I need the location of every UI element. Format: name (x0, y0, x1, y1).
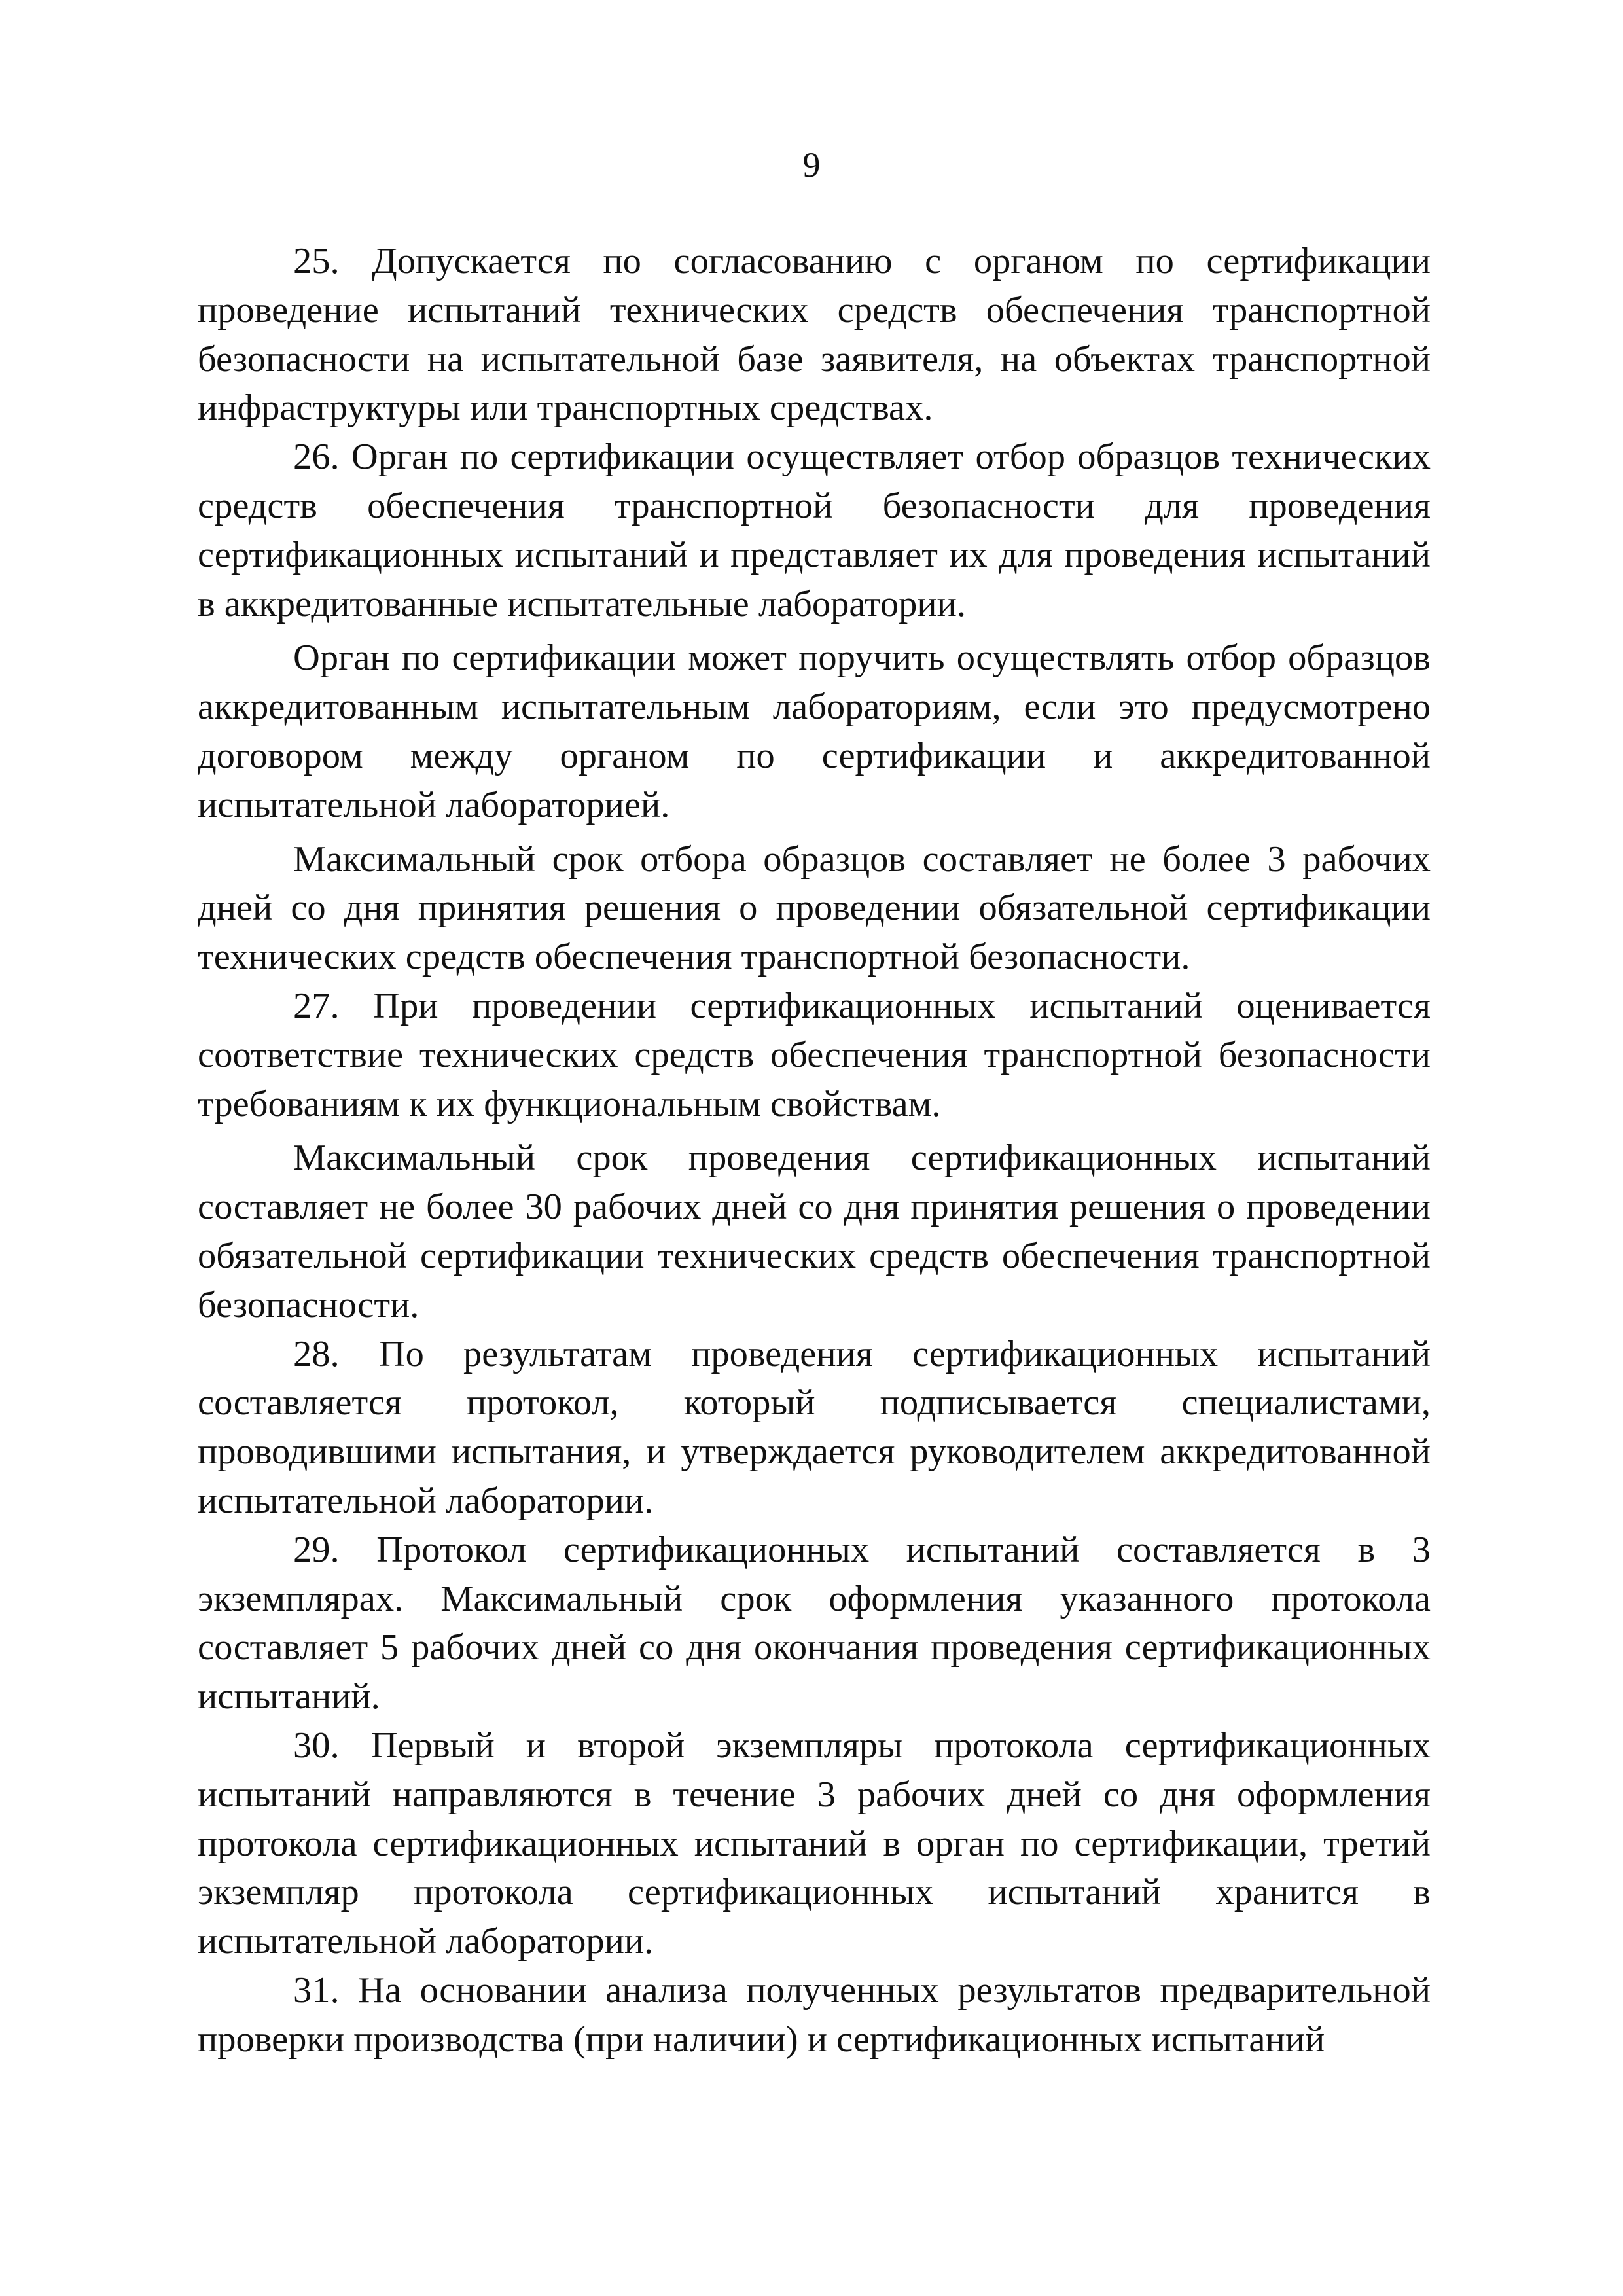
page-number: 9 (802, 145, 821, 185)
paragraph-28: 28. По результатам проведения сертификационных испытаний составляется протокол, который подписывается специалистами, проводившими испытания, и утверждается руководителем аккредитованной испытательной лаборатории. (198, 1333, 1431, 1521)
paragraph-31: 31. На основании анализа полученных результатов предварительной проверки производства (при наличии) и сертификационных испытаний (198, 1969, 1431, 2060)
document-body (198, 237, 1431, 2064)
paragraph-27: 27. При проведении сертификационных испытаний оценивается соответствие технических средств обеспечения транспортной безопасности требованиям к их функциональным свойствам. (198, 985, 1431, 1124)
paragraph-27-cont: Максимальный срок проведения сертификационных испытаний составляет не более 30 рабочих дней со дня принятия решения о проведении обязательной сертификации технических средств обеспечения транспортной безопасности. (198, 1138, 1431, 1325)
paragraph-26-cont-2: Максимальный срок отбора образцов составляет не более 3 рабочих дней со дня принятия решения о проведении обязательной сертификации технических средств обеспечения транспортной безопасности. (198, 838, 1431, 978)
paragraph-25: 25. Допускается по согласованию с органом по сертификации проведение испытаний технических средств обеспечения транспортной безопасности на испытательной базе заявителя, на объектах транспортной инфраструктуры или транспортных средствах. (198, 241, 1431, 429)
paragraph-30: 30. Первый и второй экземпляры протокола сертификационных испытаний направляются в течение 3 рабочих дней со дня оформления протокола сертификационных испытаний в орган по сертификации, третий экземпляр протокола сертификационных испытаний хранится в испытательной лаборатории. (198, 1725, 1431, 1962)
paragraph-29: 29. Протокол сертификационных испытаний составляется в 3 экземплярах. Максимальный срок оформления указанного протокола составляет 5 рабочих дней со дня окончания проведения сертификационных испытаний. (198, 1529, 1431, 1717)
paragraph-26: 26. Орган по сертификации осуществляет отбор образцов технических средств обеспечения транспортной безопасности для проведения сертификационных испытаний и представляет их для проведения испытаний в аккредитованные испытательные лаборатории. (198, 437, 1431, 624)
paragraph-26-cont-1: Орган по сертификации может поручить осуществлять отбор образцов аккредитованным испытательным лабораториям, если это предусмотрено договором между органом по сертификации и аккредитованной испытательной лабораторией. (198, 637, 1431, 825)
